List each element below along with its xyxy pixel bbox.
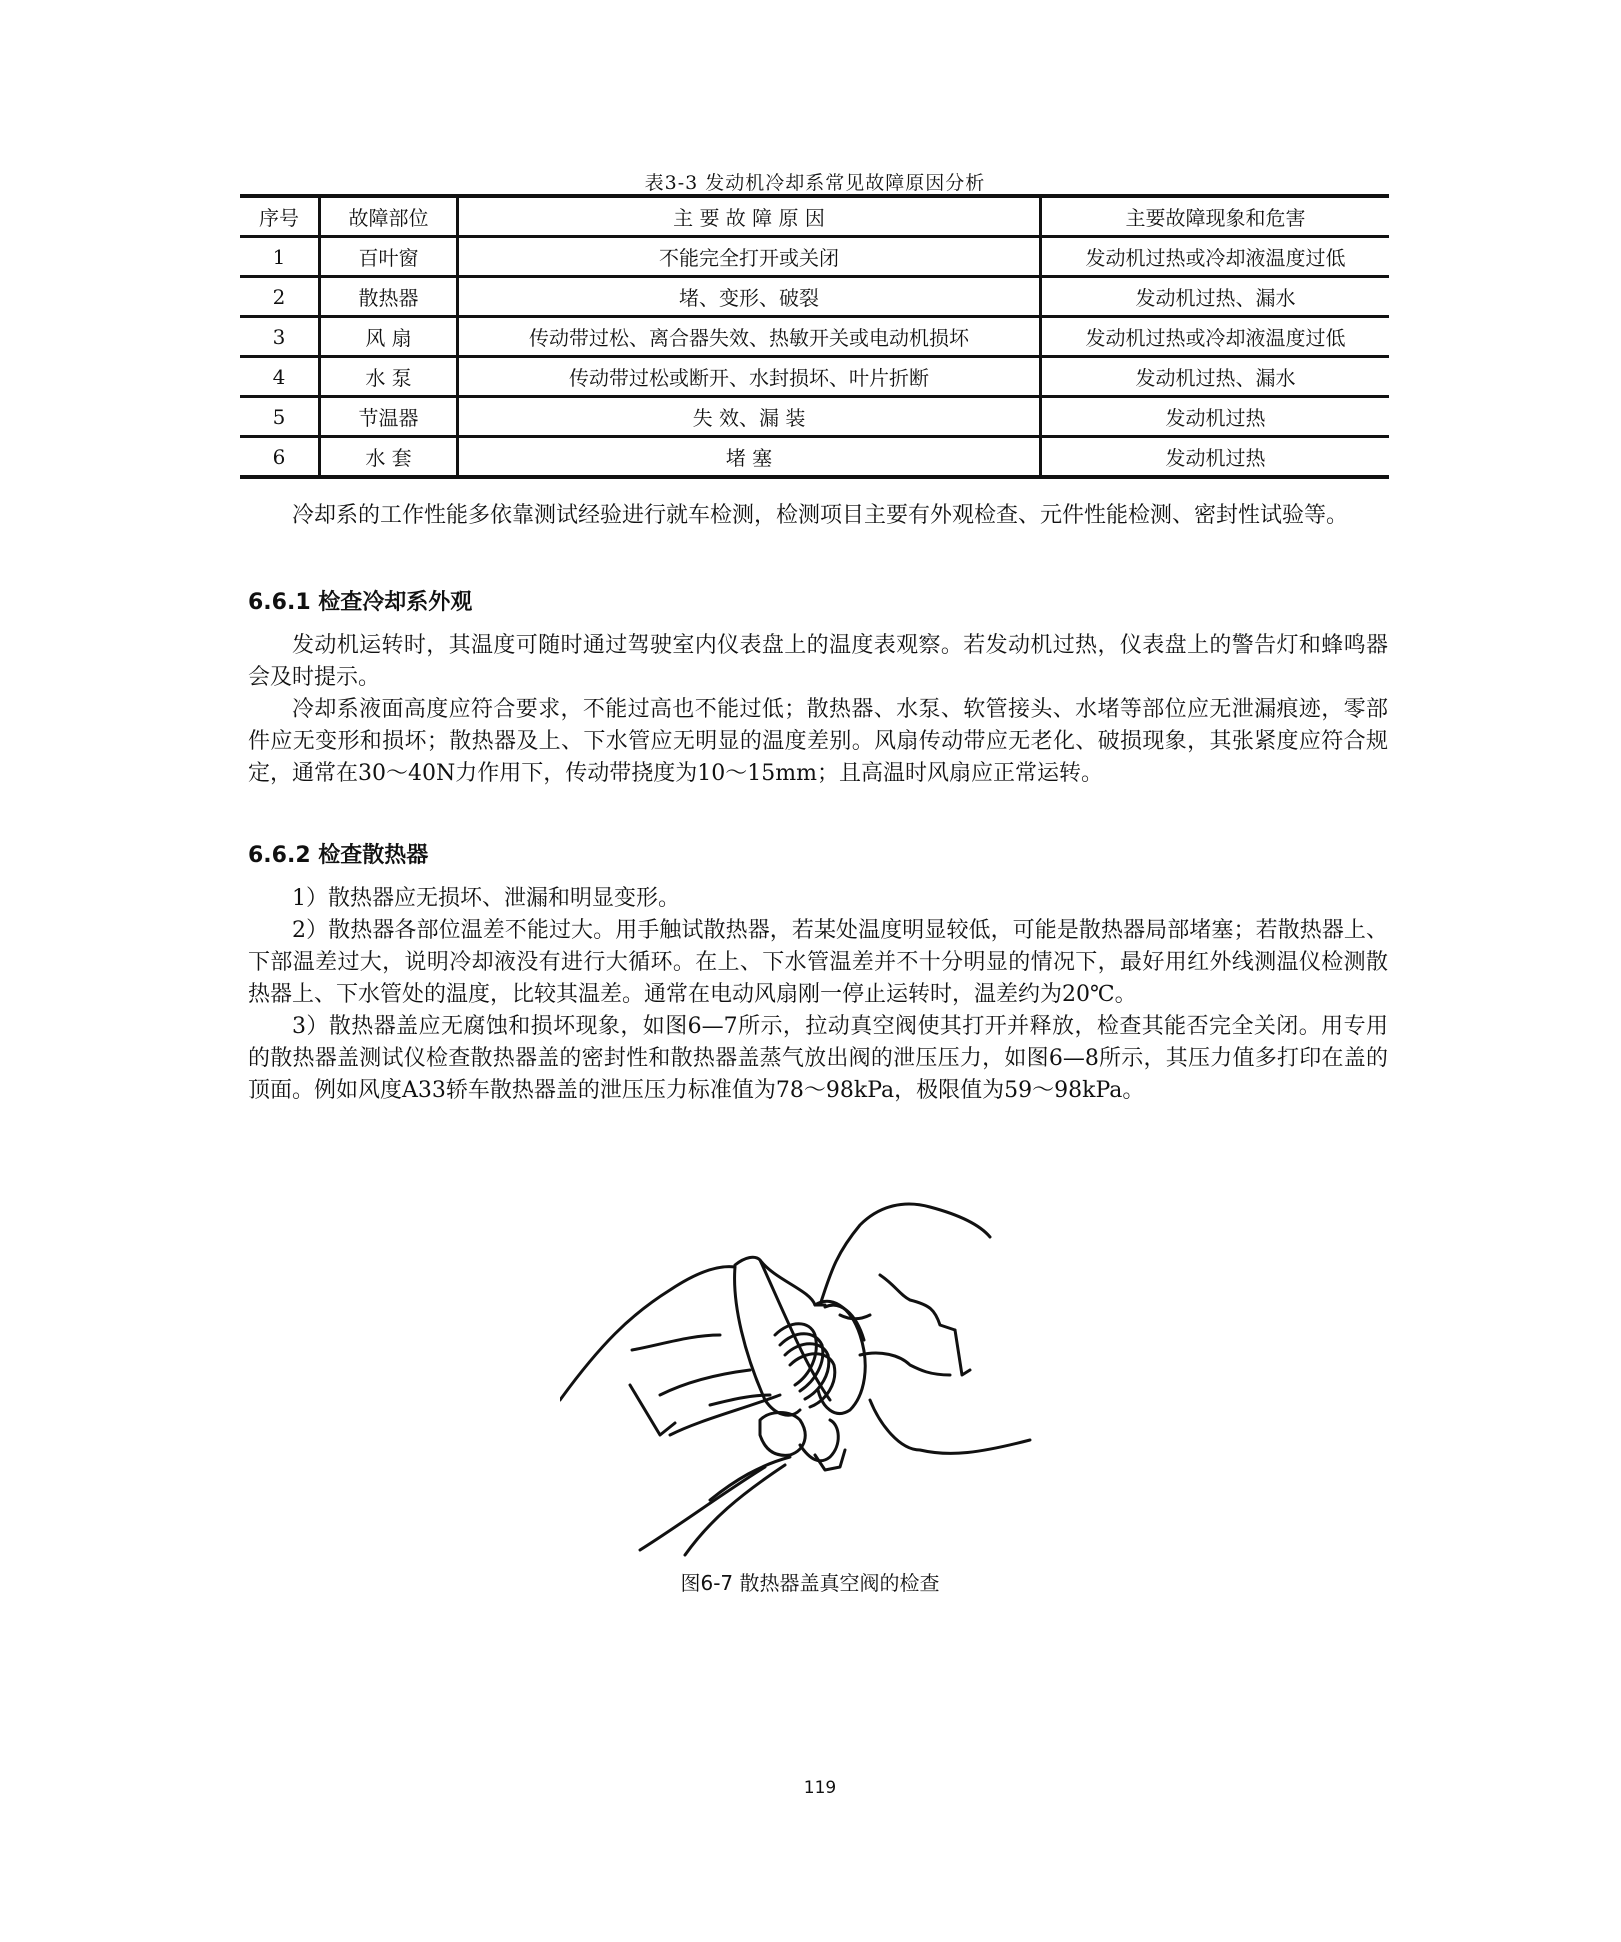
table-row [240,437,1389,478]
table-row [240,237,1389,277]
cell-index: 2 [240,277,320,317]
cell-index: 4 [240,357,320,397]
cell-part: 节温器 [320,397,458,437]
figure-caption: 图6-7 散热器盖真空阀的检查 [680,1571,940,1595]
cell-cause: 传动带过松或断开、水封损坏、叶片折断 [458,357,1041,397]
section-heading-appearance: 6.6.1 检查冷却系外观 [248,590,473,615]
intro-paragraph: 冷却系的工作性能多依靠测试经验进行就车检测，检测项目主要有外观检查、元件性能检测、密封性试验等。 [292,503,1349,528]
cell-cause: 堵 塞 [458,437,1041,478]
header-symptom: 主要故障现象和危害 [1041,196,1390,237]
header-index: 序号 [240,196,320,237]
cell-index: 3 [240,317,320,357]
cell-symptom: 发动机过热、漏水 [1041,277,1390,317]
cell-symptom: 发动机过热 [1041,437,1390,478]
header-cause: 主 要 故 障 原 因 [458,196,1041,237]
table-row [240,277,1389,317]
cell-part: 水 泵 [320,357,458,397]
table-row [240,397,1389,437]
table-row [240,357,1389,397]
cell-part: 风 扇 [320,317,458,357]
cell-symptom: 发动机过热或冷却液温度过低 [1041,317,1390,357]
cell-symptom: 发动机过热或冷却液温度过低 [1041,237,1390,277]
paragraph: 3）散热器盖应无腐蚀和损坏现象，如图6—7所示，拉动真空阀使其打开并释放，检查其能否完全关闭。用专用的散热器盖测试仪检查散热器盖的密封性和散热器盖蒸气放出阀的泄压压力，如图6—8所示，其压力值多打印在盖的顶面。例如风度A33轿车散热器盖的泄压压力标准值为78～98kPa，极限值为59～98kPa。 [248,1014,1388,1103]
cell-cause: 不能完全打开或关闭 [458,237,1041,277]
cell-part: 水 套 [320,437,458,478]
table-caption: 表3-3 发动机冷却系常见故障原因分析 [644,172,986,194]
paragraph: 发动机运转时，其温度可随时通过驾驶室内仪表盘上的温度表观察。若发动机过热，仪表盘上的警告灯和蜂鸣器会及时提示。 [248,633,1388,690]
cell-index: 5 [240,397,320,437]
table-row [240,317,1389,357]
cell-part: 百叶窗 [320,237,458,277]
hands-holding-radiator-cap-illustration-icon [560,1195,1100,1565]
page-number: 119 [803,1778,837,1798]
table-header-row [240,196,1389,237]
cell-cause: 失 效、漏 装 [458,397,1041,437]
section1-body [248,630,1388,790]
intro-paragraph-block [248,500,1388,532]
cell-part: 散热器 [320,277,458,317]
paragraph: 冷却系液面高度应符合要求，不能过高也不能过低；散热器、水泵、软管接头、水堵等部位应无泄漏痕迹，零部件应无变形和损坏；散热器及上、下水管应无明显的温度差别。风扇传动带应无老化、破损现象，其张紧度应符合规定，通常在30～40N力作用下，传动带挠度为10～15mm；且高温时风扇应正常运转。 [248,697,1388,786]
section2-body [248,883,1388,1107]
cell-cause: 传动带过松、离合器失效、热敏开关或电动机损坏 [458,317,1041,357]
section-heading-radiator: 6.6.2 检查散热器 [248,843,429,868]
cell-symptom: 发动机过热、漏水 [1041,357,1390,397]
paragraph: 2）散热器各部位温差不能过大。用手触试散热器，若某处温度明显较低，可能是散热器局部堵塞；若散热器上、下部温差过大，说明冷却液没有进行大循环。在上、下水管温差并不十分明显的情况下，最好用红外线测温仪检测散热器上、下水管处的温度，比较其温差。通常在电动风扇刚一停止运转时，温差约为20℃。 [248,918,1388,1007]
cell-symptom: 发动机过热 [1041,397,1390,437]
header-part: 故障部位 [320,196,458,237]
cell-index: 6 [240,437,320,478]
cell-cause: 堵、变形、破裂 [458,277,1041,317]
paragraph: 1）散热器应无损坏、泄漏和明显变形。 [292,886,680,911]
cell-index: 1 [240,237,320,277]
fault-analysis-table [240,194,1389,479]
